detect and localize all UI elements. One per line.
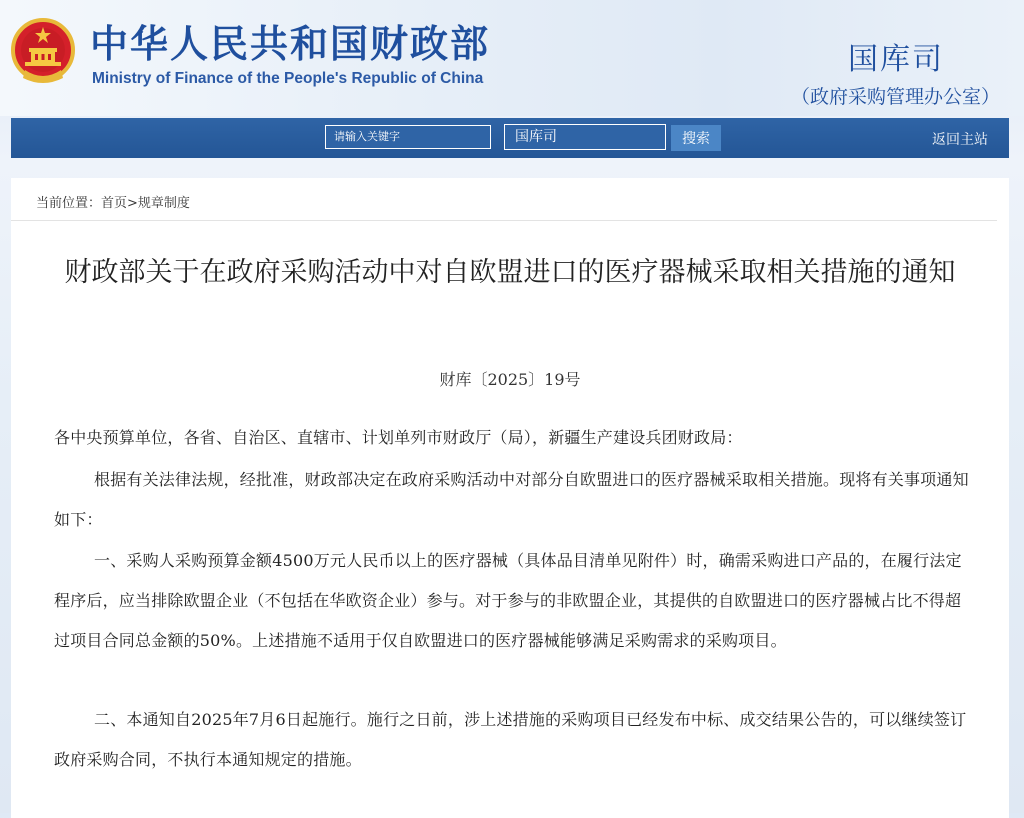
document-number: 财库〔2025〕19号 [439,370,581,389]
addressee-paragraph: 各中央预算单位，各省、自治区、直辖市、计划单列市财政厅（局），新疆生产建设兵团财政局： [54,428,743,447]
article-title: 财政部关于在政府采购活动中对自欧盟进口的医疗器械采取相关措施的通知 [64,257,956,288]
department-subtitle: （政府采购管理办公室） [790,86,1000,108]
nav-bar [11,118,1009,158]
search-button[interactable]: 搜索 [671,125,721,151]
search-input[interactable]: 请输入关键字 [325,125,491,149]
site-title-en: Ministry of Finance of the People's Republic of China [92,70,484,87]
article-paragraph: 二、本通知自2025年7月6日起施行。施行之日前，涉上述措施的采购项目已经发布中标、成交结果公告的，可以继续签订政府采购合同，不执行本通知规定的措施。 [54,710,967,769]
home-link[interactable]: 返回主站 [932,132,988,148]
breadcrumb[interactable]: 当前位置：首页>规章制度 [36,196,190,211]
search-scope-select[interactable]: 国库司 [504,124,666,150]
article-paragraph: 根据有关法律法规，经批准，财政部决定在政府采购活动中对部分自欧盟进口的医疗器械采取相关措施。现将有关事项通知如下： [54,470,969,529]
national-emblem-icon [11,18,75,84]
site-title-cn[interactable]: 中华人民共和国财政部 [90,22,491,66]
department-name: 国库司 [848,42,944,77]
divider [11,220,997,221]
site-header [0,0,1024,116]
article-paragraph: 一、采购人采购预算金额4500万元人民币以上的医疗器械（具体品目清单见附件）时，确需采购进口产品的，在履行法定程序后，应当排除欧盟企业（不包括在华欧资企业）参与。对于参与的非欧盟企业，其提供的自欧盟进口的医疗器械占比不得超过项目合同总金额的50%。上述措施不适用于仅自欧盟进口的医疗器械能够满足采购需求的采购项目。 [54,551,962,650]
content-panel [11,178,1009,818]
